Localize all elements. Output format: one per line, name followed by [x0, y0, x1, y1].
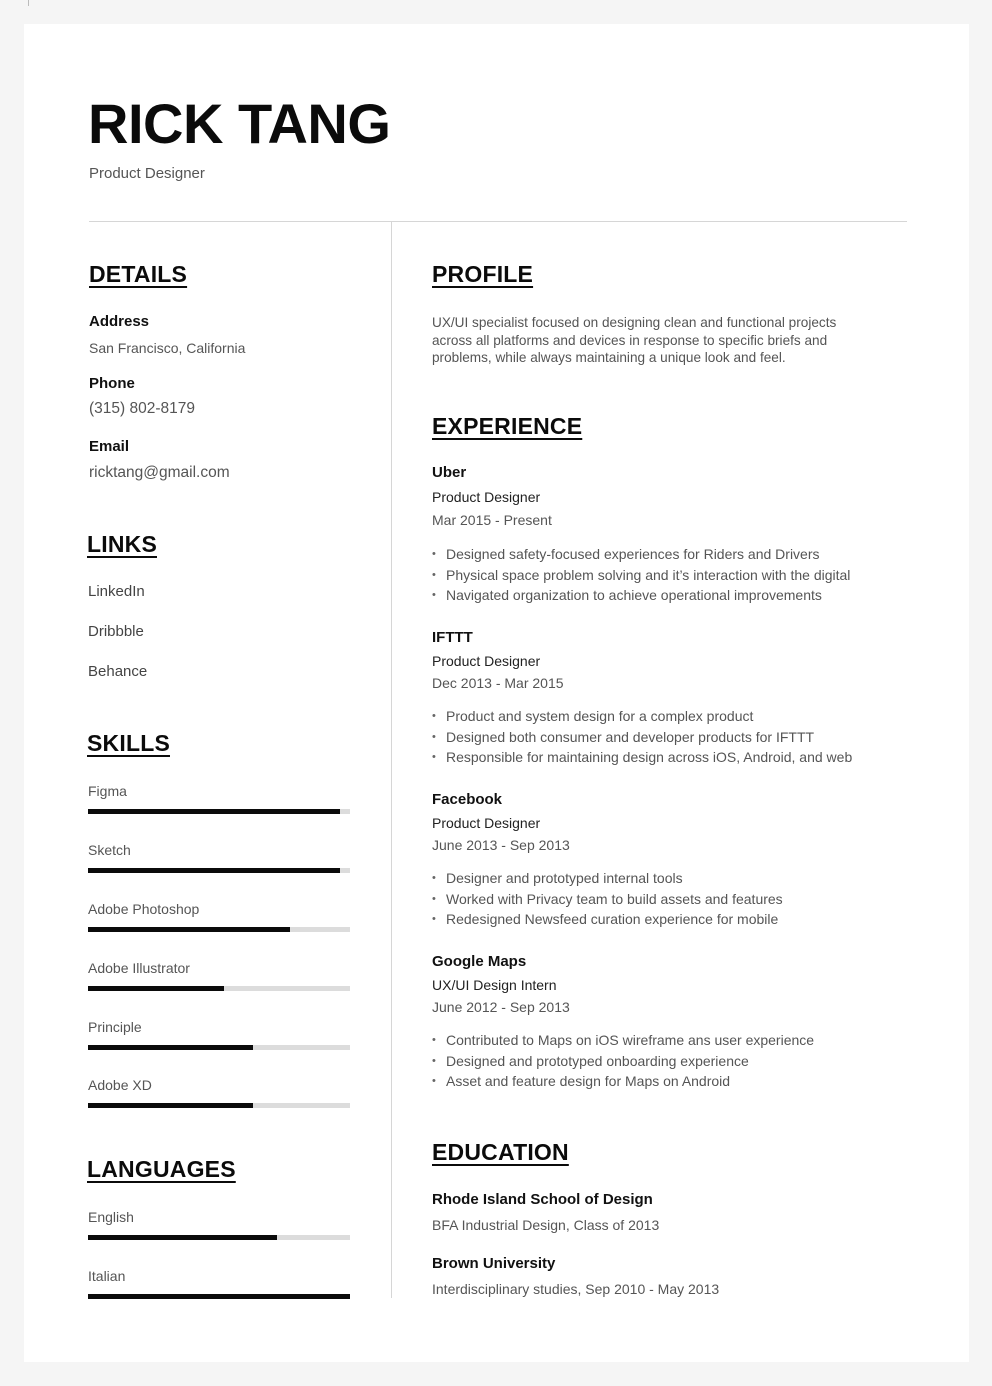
job-dates: Mar 2015 - Present — [432, 512, 552, 528]
skill-sketch — [88, 842, 350, 858]
language-level-bar — [88, 1294, 350, 1299]
skills-heading: SKILLS — [87, 730, 170, 756]
job-company: Google Maps — [432, 953, 527, 970]
profile-heading: PROFILE — [432, 261, 534, 287]
languages-heading: LANGUAGES — [87, 1156, 236, 1182]
job-bullet: • Product and system design for a complex product — [432, 706, 852, 727]
language-label: English — [88, 1209, 134, 1225]
job-bullet: • Designed and prototyped onboarding experience — [432, 1051, 814, 1072]
phone-label: Phone — [89, 375, 135, 392]
skill-level-fill — [88, 809, 340, 814]
job-company: Uber — [432, 464, 467, 481]
skill-label: Adobe XD — [88, 1077, 152, 1093]
job-company: Facebook — [432, 791, 503, 808]
address-value: San Francisco, California — [89, 340, 246, 356]
skill-level-fill — [88, 868, 340, 873]
language-english — [88, 1209, 350, 1225]
job-title: Product Designer — [432, 815, 541, 831]
skill-level-fill — [88, 986, 224, 991]
skill-level-bar — [88, 986, 350, 991]
job-bullet: • Redesigned Newsfeed curation experience for mobile — [432, 909, 783, 930]
link-dribbble[interactable]: Dribbble — [88, 623, 144, 640]
email-value: ricktang@gmail.com — [89, 464, 230, 481]
skill-level-fill — [88, 927, 290, 932]
job-dates: June 2013 - Sep 2013 — [432, 837, 570, 853]
language-level-fill — [88, 1294, 350, 1299]
job-dates: Dec 2013 - Mar 2015 — [432, 675, 564, 691]
skill-adobe-illustrator — [88, 960, 350, 976]
language-italian — [88, 1268, 350, 1284]
address-label: Address — [89, 313, 150, 330]
resume-page — [24, 24, 969, 1362]
skill-label: Figma — [88, 783, 127, 799]
job-title: UX/UI Design Intern — [432, 977, 557, 993]
skill-level-bar — [88, 809, 350, 814]
skill-level-bar — [88, 868, 350, 873]
job-bullets — [432, 868, 783, 930]
header-divider — [89, 221, 907, 222]
language-level-bar — [88, 1235, 350, 1240]
job-bullets — [432, 1030, 814, 1092]
email-label: Email — [89, 438, 130, 455]
column-divider — [391, 222, 392, 1298]
skill-adobe-photoshop — [88, 901, 350, 917]
degree-text: Interdisciplinary studies, Sep 2010 - May 2013 — [432, 1281, 720, 1297]
phone-value: (315) 802-8179 — [89, 400, 195, 417]
candidate-name: RICK TANG — [88, 92, 391, 155]
links-heading: LINKS — [87, 531, 157, 557]
skill-adobe-xd — [88, 1077, 350, 1093]
job-bullet: • Worked with Privacy team to build assets and features — [432, 889, 783, 910]
skill-level-bar — [88, 1103, 350, 1108]
job-bullet: • Designer and prototyped internal tools — [432, 868, 783, 889]
skill-level-fill — [88, 1045, 253, 1050]
degree-text: BFA Industrial Design, Class of 2013 — [432, 1217, 660, 1233]
skill-label: Principle — [88, 1019, 142, 1035]
skill-figma — [88, 783, 350, 799]
skill-label: Sketch — [88, 842, 131, 858]
job-bullets — [432, 706, 852, 768]
page-corner-mark — [28, 0, 29, 6]
job-dates: June 2012 - Sep 2013 — [432, 999, 570, 1015]
job-title: Product Designer — [432, 653, 541, 669]
skill-level-bar — [88, 927, 350, 932]
school-name: Brown University — [432, 1255, 556, 1272]
job-bullet: • Designed both consumer and developer products for IFTTT — [432, 727, 852, 748]
skill-level-fill — [88, 1103, 253, 1108]
skill-label: Adobe Illustrator — [88, 960, 190, 976]
skill-label: Adobe Photoshop — [88, 901, 200, 917]
language-level-fill — [88, 1235, 277, 1240]
job-bullet: • Designed safety-focused experiences for Riders and Drivers — [432, 544, 850, 565]
school-name: Rhode Island School of Design — [432, 1191, 653, 1208]
job-bullet: • Contributed to Maps on iOS wireframe ans user experience — [432, 1030, 814, 1051]
education-heading: EDUCATION — [432, 1139, 569, 1165]
experience-heading: EXPERIENCE — [432, 413, 583, 439]
profile-summary: UX/UI specialist focused on designing clean and functional projects across all platforms and devices in response to specific briefs and problems, while always maintaining a unique look and feel. — [432, 315, 837, 365]
job-company: IFTTT — [432, 629, 473, 646]
skill-level-bar — [88, 1045, 350, 1050]
candidate-role: Product Designer — [89, 165, 205, 182]
job-bullets — [432, 544, 850, 606]
details-heading: DETAILS — [89, 261, 188, 287]
job-bullet: • Asset and feature design for Maps on Android — [432, 1071, 814, 1092]
link-linkedin[interactable]: LinkedIn — [88, 583, 145, 600]
job-bullet: • Navigated organization to achieve operational improvements — [432, 585, 850, 606]
language-label: Italian — [88, 1268, 126, 1284]
job-bullet: • Physical space problem solving and it’s interaction with the digital — [432, 565, 850, 586]
link-behance[interactable]: Behance — [88, 663, 148, 680]
job-title: Product Designer — [432, 489, 541, 505]
job-bullet: • Responsible for maintaining design across iOS, Android, and web — [432, 747, 852, 768]
skill-principle — [88, 1019, 350, 1035]
